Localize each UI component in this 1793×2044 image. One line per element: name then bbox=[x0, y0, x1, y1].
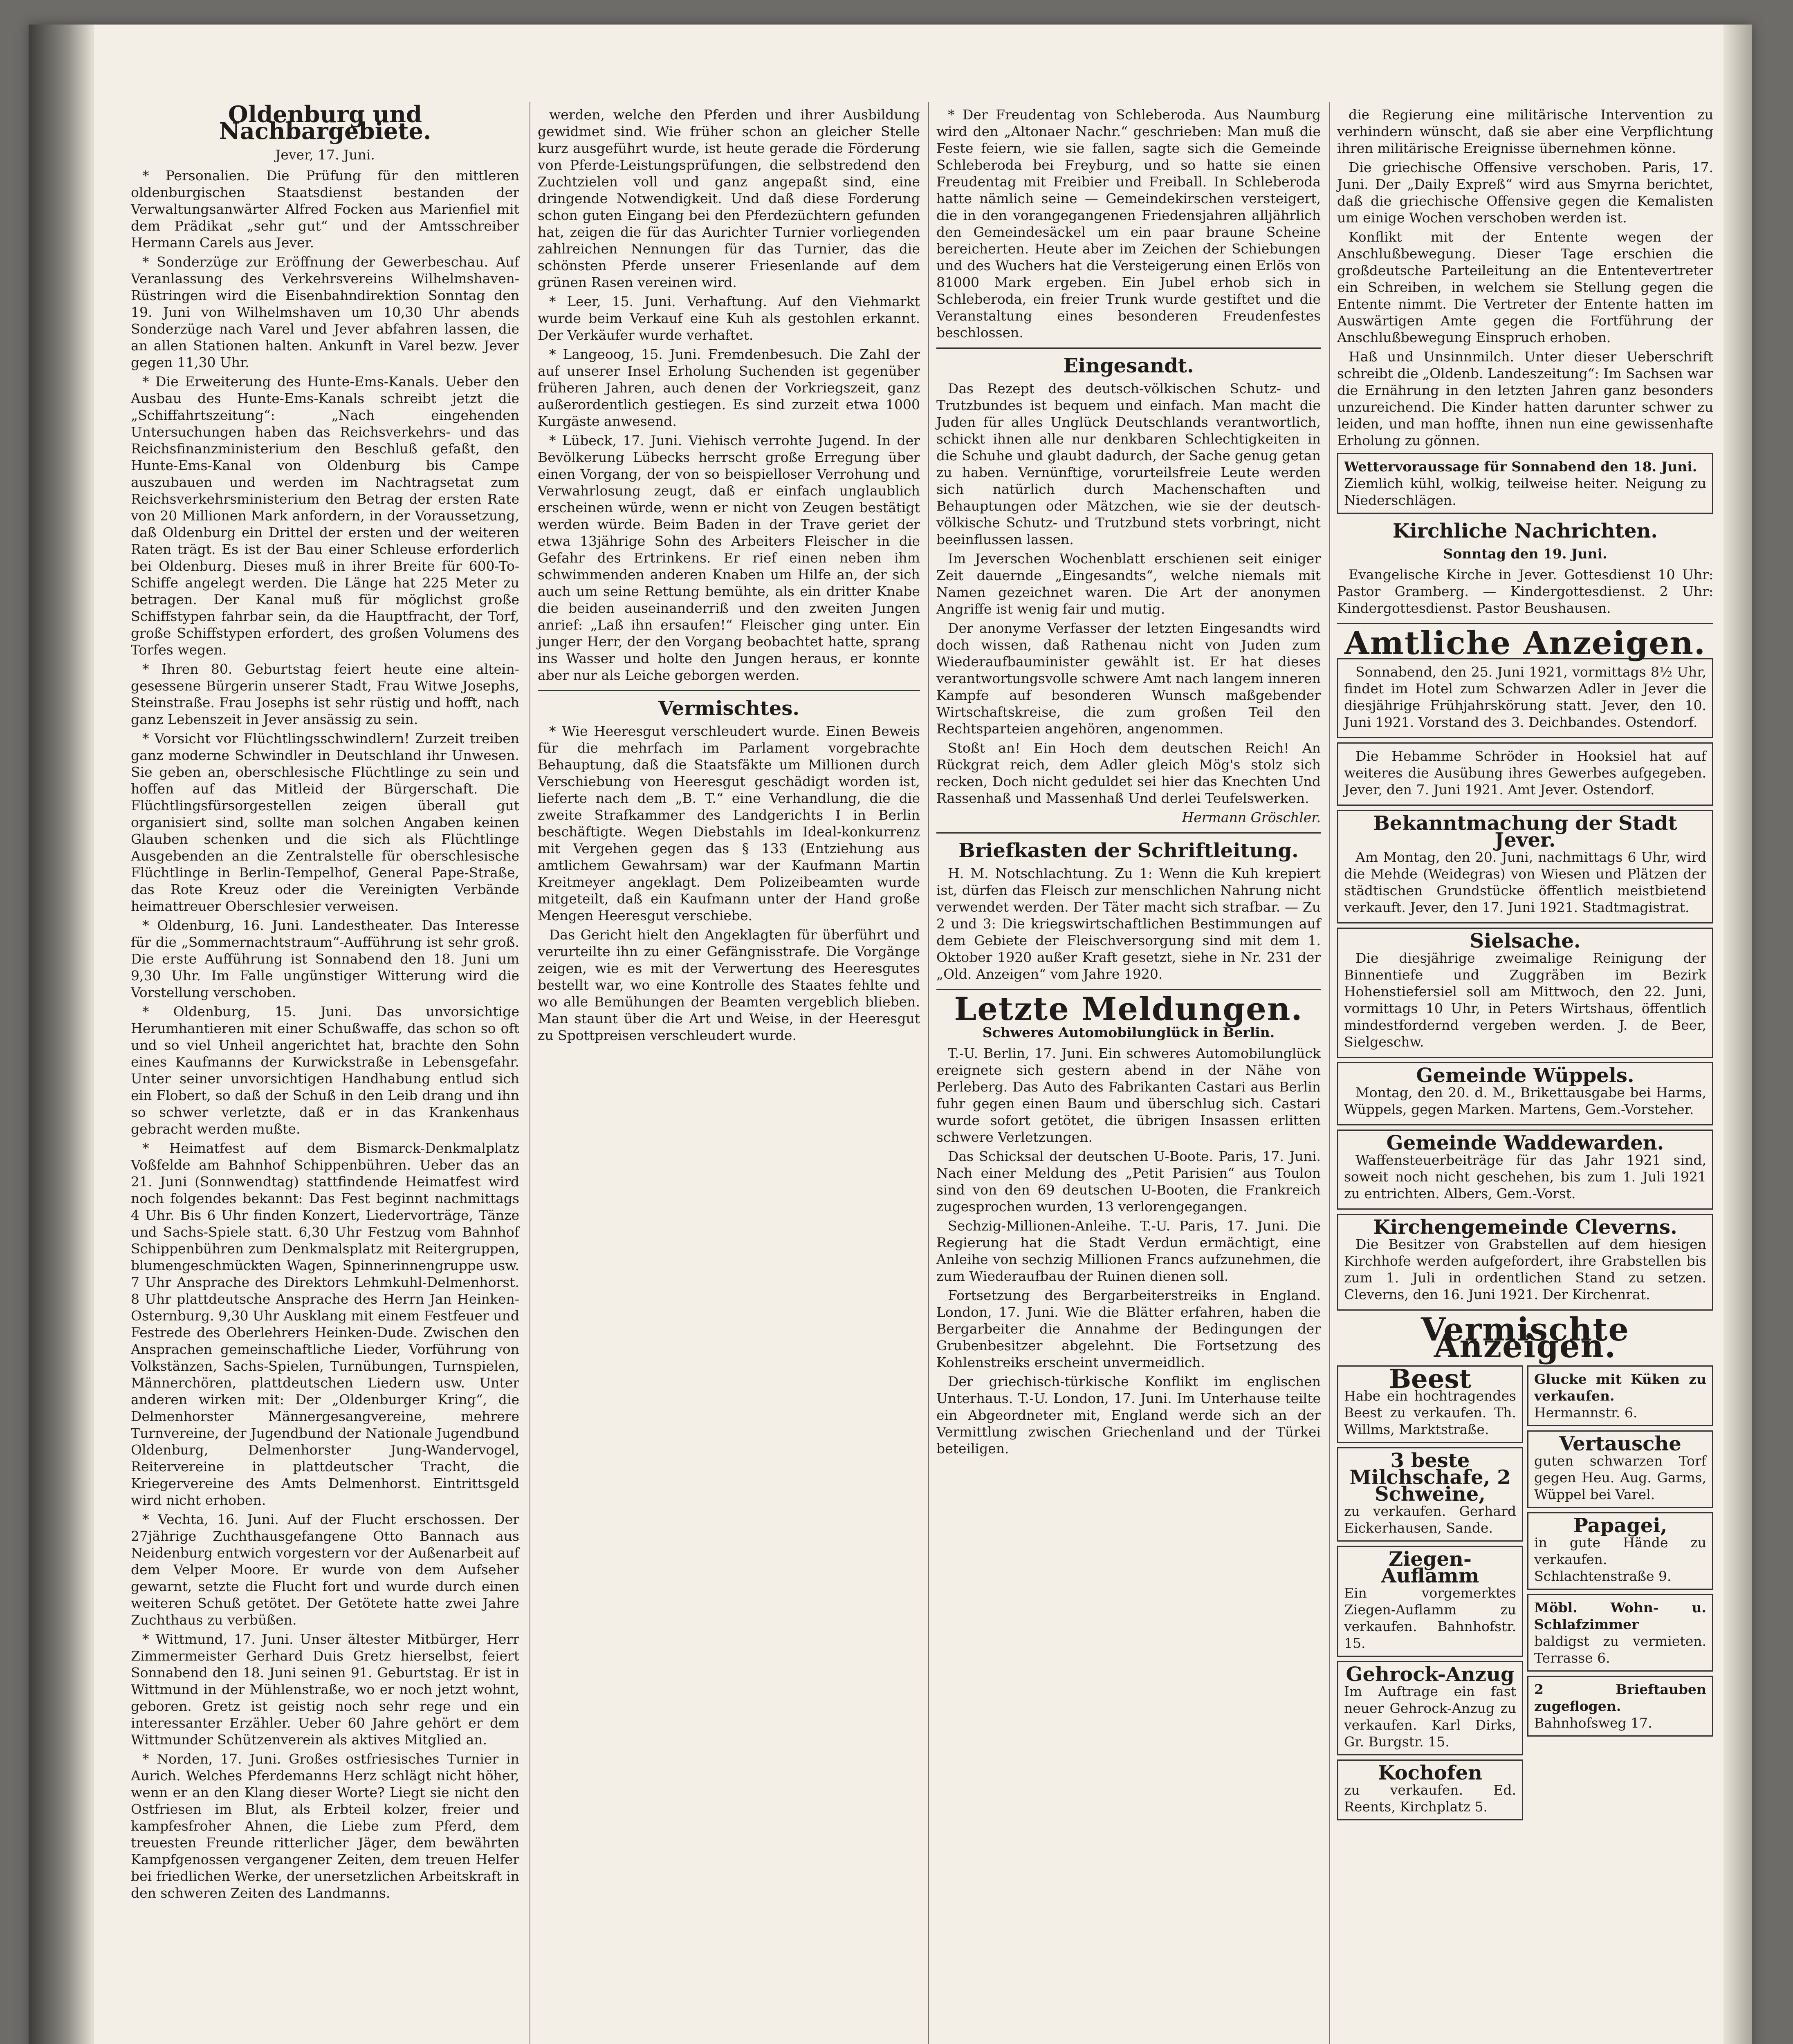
ads-left bbox=[1337, 1361, 1523, 1824]
ad-text: Im Auftrage ein fast neuer Gehrock-Anzug zu verkaufen. Karl Dirks, Gr. Burgstr. 15. bbox=[1344, 1683, 1516, 1750]
ad-head: Vertausche bbox=[1559, 1432, 1681, 1455]
article-paragraph: Konflikt mit der Entente wegen der Anschlußbewegung. Dieser Tage erschien die großdeutsche Parteileitung an die Ententevertreter ein Schreiben, in welchem sie Stellung gegen die Entente nimmt. Die Vertreter der Entente hatten im Auswärtigen Amte gegen die Fortführung der Anschlußbewegung Einspruch erhoben. bbox=[1337, 229, 1713, 345]
notice-title: Gemeinde Wüppels. bbox=[1416, 1064, 1634, 1087]
article-paragraph: T.-U. Berlin, 17. Juni. Ein schweres Automobilunglück ereignete sich gestern abend in der Nähe von Perleberg. Das Auto des Fabrikanten Castari aus Berlin fuhr gegen einen Baum und überschlug sich. Castari wurde sofort getötet, die übrigen Insassen erlitten schwere Verletzungen. bbox=[936, 1045, 1321, 1145]
notice-box bbox=[1337, 1062, 1713, 1125]
vermischtes-title: Vermischtes. bbox=[658, 697, 800, 720]
classified-ad bbox=[1337, 1759, 1523, 1820]
ad-text: Habe ein hochtragendes Beest zu verkaufen. Th. Willms, Marktstraße. bbox=[1344, 1388, 1516, 1437]
divider bbox=[936, 989, 1321, 990]
ad-text: baldigst zu vermieten. Terrasse 6. bbox=[1534, 1633, 1706, 1666]
ad-head: Gehrock-Anzug bbox=[1346, 1663, 1515, 1686]
classified-ad bbox=[1337, 1447, 1523, 1542]
article-paragraph: * Der Freudentag von Schleberoda. Aus Naumburg wird den „Altonaer Nachr.“ geschrieben: Man muß die Feste feiern, wie sie fallen, sagte sich die Gemeinde Schleberoda bei Freyburg, und so hatte sie einen Freudentag mit Freibier und Freiball. In Schleberoda hatte nämlich seine — Gemeindekirschen versteigert, die in den vorangegangenen Friedensjahren alljährlich den Gemeindesäckel um ein paar braune Scheine bereicherten. Heute aber im Zeichen der Schiebungen und des Wuchers hat die Versteigerung einen Erlös von 81000 Mark ergeben. Ein Jubel erhob sich in Schleberoda, ein freier Trunk wurde gestiftet und die Veranstaltung eines besonderen Freudenfestes beschlossen. bbox=[936, 107, 1321, 341]
column-rule bbox=[1329, 102, 1330, 2044]
ad-text: zu verkaufen. Ed. Reents, Kirchplatz 5. bbox=[1344, 1782, 1516, 1815]
article-paragraph: * Heimatfest auf dem Bismarck-Denkmalplatz Voßfelde am Bahnhof Schippenbühren. Ueber das an 21. Juni (Sonnwendtag) stattfindende Heimatfest wird noch folgendes bekannt: Das Fest beginnt nachmittags 4 Uhr. Bis 6 Uhr finden Konzert, Liedervorträge, Tänze und Sachs-Spiele statt. 6,30 Uhr Festzug vom Bahnhof Schippenbühren zum Denkmalsplatz mit Reitergruppen, blumengeschmückten Wagen, Spinnerinnengruppe usw. 7 Uhr Ansprache des Direktors Lehmkuhl-Delmenhorst. 8 Uhr plattdeutsche Ansprache des Herrn Jan Heinken-Osternburg. 9,30 Uhr Ausklang mit einem Festfeuer und Festrede des Oberlehrers Heinken-Dude. Zwischen den Ansprachen gemeinschaftliche Lieder, Vorführung von Volkstänzen, Sachs-Spielen, Turnübungen, Turnspielen, Männerchören, plattdeutschen Liedern usw. Unter anderen wirken mit: Der „Oldenburger Kring“, die Delmenhorster Männergesangvereine, mehrere Turnvereine, der Jugendbund der Nationale Jugendbund Oldenburg, Delmenhorster Jung-Wandervogel, Reitervereine in plattdeutscher Tracht, die Kriegervereine des Amts Delmenhorst. Eintrittsgeld wird nicht erhoben. bbox=[131, 1140, 519, 1508]
weather-title: Wettervoraussage für Sonnabend den 18. Juni. bbox=[1344, 459, 1697, 475]
ad-text: in gute Hände zu verkaufen. Schlachtenstraße 9. bbox=[1534, 1535, 1706, 1584]
notice-box bbox=[1337, 810, 1713, 923]
classified-ad bbox=[1527, 1365, 1713, 1426]
article-paragraph: Im Jeverschen Wochenblatt erschienen seit einiger Zeit dauernde „Eingesandts“, welche niemals mit Namen gezeichnet waren. Die Art der anonymen Angriffe ist wenig fair und mutig. bbox=[936, 551, 1321, 617]
column-1 bbox=[131, 101, 519, 1904]
divider bbox=[538, 690, 920, 691]
section-title: Oldenburg und Nachbargebiete. bbox=[219, 101, 431, 145]
letzte-meldungen-title: Letzte Meldungen. bbox=[954, 991, 1303, 1028]
article-paragraph: * Vorsicht vor Flüchtlingsschwindlern! Zurzeit treiben ganz moderne Schwindler in Deutschland ihr Unwesen. Sie geben an, oberschlesische Flüchtlinge zu sein und hoffen auf das Mitleid der Bürgerschaft. Die Flüchtlingsfürsorgestellen zeigen überall gut organisiert sind, sollte man solchen Angaben keinen Glauben schenken und die sich als Flüchtlinge Ausgebenden an die Zentralstelle für oberschlesische Flüchtlinge in Berlin-Tempelhof, General Pape-Straße, das Rote Kreuz oder die Vereinigten Verbände heimattreuer Oberschlesier verweisen. bbox=[131, 731, 519, 914]
article-paragraph: * Wittmund, 17. Juni. Unser ältester Mitbürger, Herr Zimmermeister Gerhard Duis Gretz hierselbst, feiert Sonnabend den 18. Juni seinen 91. Geburtstag. Er ist in Wittmund in der Mühlenstraße, wo er noch jetzt wohnt, geboren. Gretz ist geistig noch sehr rege und ein interessanter Erzähler. Ueber 60 Jahre gehört er dem Wittmunder Schützenverein als aktives Mitglied an. bbox=[131, 1631, 519, 1748]
ad-text: zu verkaufen. Gerhard Eickerhausen, Sande. bbox=[1344, 1503, 1516, 1536]
notice-text: Die diesjährige zweimalige Reinigung der Binnentiefe und Zuggräben im Bezirk Hohenstiefersiel soll am Mittwoch, den 22. Juni, vormittags 10 Uhr, in Peters Wirtshaus, öffentlich mindestfordernd vergeben werden. J. de Beer, Sielgeschw. bbox=[1344, 950, 1706, 1050]
vermischte-anzeigen-title: Vermischte Anzeigen. bbox=[1420, 1311, 1629, 1365]
column-2 bbox=[538, 106, 920, 1046]
classified-ad bbox=[1527, 1430, 1713, 1508]
article-paragraph: Das Gericht hielt den Angeklagten für überführt und verurteilte ihn zu einer Gefängnisstrafe. Die Vorgänge zeigen, wie es mit der Verwertung des Heeresgutes bestellt war, wo eine Kontrolle des Staates fehlte und wo alle Bemühungen der Beamten vergeblich blieben. Man staunt über die Art und Weise, in der Heeresgut zu Spottpreisen verschleudert wurde. bbox=[538, 927, 920, 1043]
notice-box bbox=[1337, 1214, 1713, 1311]
article-paragraph: * Sonderzüge zur Eröffnung der Gewerbeschau. Auf Veranlassung des Verkehrsvereins Wilhelmshaven-Rüstringen wird die Eisenbahndirektion Sonntag den 19. Juni von Wilhelmshaven um 10,30 Uhr abends Sonderzüge nach Varel und Jever abfahren lassen, die an allen Stationen halten. Ankunft in Varel bezw. Jever gegen 11,30 Uhr. bbox=[131, 254, 519, 370]
notice-title: Gemeinde Waddewarden. bbox=[1386, 1132, 1664, 1154]
ad-head: Beest bbox=[1389, 1364, 1472, 1394]
notice-text: Sonnabend, den 25. Juni 1921, vormittags 8½ Uhr, findet im Hotel zum Schwarzen Adler in Jever die diesjährige Frühjahrskörung statt. Jever, den 10. Juni 1921. Vorstand des 3. Deichbandes. Ostendorf. bbox=[1344, 664, 1706, 730]
briefkasten-title: Briefkasten der Schriftleitung. bbox=[958, 839, 1299, 862]
classified-ad bbox=[1527, 1512, 1713, 1590]
article-paragraph: H. M. Notschlachtung. Zu 1: Wenn die Kuh krepiert ist, dürfen das Fleisch zur menschlichen Nahrung nicht verwendet werden. Der Täter macht sich strafbar. — Zu 2 und 3: Die kriegswirtschaftlichen Bestimmungen auf dem Gebiete der Fleischversorgung sind mit dem 1. Oktober 1920 außer Kraft gesetzt, siehe in Nr. 231 der „Old. Anzeigen“ vom Jahre 1920. bbox=[936, 865, 1321, 982]
notice-title: Kirchengemeinde Cleverns. bbox=[1373, 1216, 1677, 1239]
ad-text: Bahnhofsweg 17. bbox=[1534, 1715, 1652, 1731]
notice-box bbox=[1337, 742, 1713, 806]
page-edge bbox=[1723, 25, 1752, 2044]
article-paragraph: * Oldenburg, 16. Juni. Landestheater. Das Interesse für die „Sommernachtstraum“-Aufführung ist sehr groß. Die erste Aufführung ist Sonnabend den 18. Juni um 9,30 Uhr. Im Falle ungünstiger Witterung wird die Vorstellung verschoben. bbox=[131, 917, 519, 1000]
book-binding bbox=[29, 25, 94, 2044]
article-paragraph: die Regierung eine militärische Intervention zu verhindern wünscht, daß sie aber eine Verpflichtung ihren militärische Ereignisse übernehmen könne. bbox=[1337, 107, 1713, 156]
ad-text: Hermannstr. 6. bbox=[1534, 1405, 1638, 1421]
article-paragraph: Der anonyme Verfasser der letzten Eingesandts wird doch wissen, daß Rathenau nicht von Juden zum Wiederaufbauminister gewählt ist. Er hat dieses verantwortungsvolle schwere Amt nach langem inneren Kampfe auf besonderen Wunsch maßgebender Wirtschaftskreise, die zum großen Teil den Rechtsparteien angehören, angenommen. bbox=[936, 620, 1321, 737]
amtliche-title: Amtliche Anzeigen. bbox=[1344, 625, 1706, 662]
ad-head: Ziegen-Auflamm bbox=[1381, 1548, 1479, 1587]
classified-ad bbox=[1337, 1365, 1523, 1443]
notice-box bbox=[1337, 658, 1713, 738]
article-paragraph: * Norden, 17. Juni. Großes ostfriesisches Turnier in Aurich. Welches Pferdemanns Herz schlägt nicht höher, wenn er an den Klang dieser Worte? Liegt sie nicht den Ostfriesen im Blut, als Erbteil kolzer, freier und kampfesfroher Ahnen, die Liebe zum Pferd, dem treuesten Freunde ritterlicher Jäger, dem bewährten Kampfgenossen vergangener Zeiten, dem treuen Helfer bei friedlichen Werke, der unersetzlichen Arbeitskraft in den schweren Zeiten des Landmanns. bbox=[131, 1751, 519, 1901]
signature: Hermann Gröschler. bbox=[1182, 809, 1321, 825]
classified-ad bbox=[1527, 1676, 1713, 1737]
article-paragraph: Das Schicksal der deutschen U-Boote. Paris, 17. Juni. Nach einer Meldung des „Petit Parisien“ aus Toulon sind von den 69 deutschen U-Booten, die Frankreich zugesprochen wurden, 13 verlorengegangen. bbox=[936, 1148, 1321, 1215]
notice-text: Die Besitzer von Grabstellen auf dem hiesigen Kirchhofe werden aufgefordert, ihre Grabstellen bis zum 1. Juli in ordentlichen Stand zu setzen. Cleverns, den 16. Juni 1921. Der Kirchenrat. bbox=[1344, 1236, 1706, 1302]
ad-head: 3 beste Milchschafe, 2 Schweine, bbox=[1349, 1449, 1511, 1506]
classified-ad bbox=[1337, 1661, 1523, 1755]
divider bbox=[1337, 623, 1713, 624]
notice-text: Am Montag, den 20. Juni, nachmittags 6 Uhr, wird die Mehde (Weidegras) von Wiesen und Plätzen der städtischen Grundstücke öffentlich meistbietend verkauft. Jever, den 17. Juni 1921. Stadtmagistrat. bbox=[1344, 849, 1706, 915]
kirche-text: Evangelische Kirche in Jever. Gottesdienst 10 Uhr: Pastor Gramberg. — Kindergottesdienst. 2 Uhr: Kindergottesdienst. Pastor Beushausen. bbox=[1337, 567, 1713, 616]
article-paragraph: * Langeoog, 15. Juni. Fremdenbesuch. Die Zahl der auf unserer Insel Erholung Suchenden ist gegenüber früheren Jahren, auch denen der Vorkriegszeit, ganz außerordentlich gestiegen. Es sind zurzeit etwa 1000 Kurgäste anwesend. bbox=[538, 346, 920, 429]
notice-box bbox=[1337, 928, 1713, 1058]
article-paragraph: * Personalien. Die Prüfung für den mittleren oldenburgischen Staatsdienst bestanden der Verwaltungsanwärter Alfred Focken aus Marienfiel mit dem Prädikat „sehr gut“ und der Amtsschreiber Hermann Carels aus Jever. bbox=[131, 168, 519, 251]
ad-head: 2 Brieftauben zugeflogen. bbox=[1534, 1681, 1706, 1714]
classified-ad bbox=[1527, 1594, 1713, 1672]
dateline: Jever, 17. Juni. bbox=[275, 147, 375, 163]
ad-head: Glucke mit Küken zu verkaufen. bbox=[1534, 1371, 1706, 1404]
eingesandt-title: Eingesandt. bbox=[1063, 354, 1194, 377]
article-paragraph: Haß und Unsinnmilch. Unter dieser Ueberschrift schreibt die „Oldenb. Landeszeitung“: Im Sachsen war die Ernährung in den letzten Jahren ganz besonders unzureichend. Die Kinder hatten darunter schwer zu leiden, und man hoffte, ihnen nun eine gewissenhafte Erholung zu gönnen. bbox=[1337, 349, 1713, 448]
ad-head: Möbl. Wohn- u. Schlafzimmer bbox=[1534, 1600, 1706, 1632]
newspaper-page bbox=[29, 25, 1752, 2044]
classified-ads bbox=[1337, 1361, 1713, 1824]
ads-right bbox=[1527, 1361, 1713, 1824]
article-paragraph: * Lübeck, 17. Juni. Viehisch verrohte Jugend. In der Bevölkerung Lübecks herrscht große Erregung über einen Vorgang, der von so beispielloser Verrohung und Verwahrlosung zeugt, daß er einfach unglaublich erscheinen würde, wenn er nicht von Zeugen bestätigt werden würde. Beim Baden in der Trave geriet der etwa 13jährige Sohn des Arbeiters Fleischer in die Gefahr des Ertrinkens. Er rief einen neben ihm schwimmenden anderen Knaben um Hilfe an, der sich auch um seine Rettung bemühte, als ein dritter Knabe die beiden auseinanderriß und den zweiten Jungen anrief: „Laß ihn ersaufen!“ Fleischer ging unter. Ein junger Herr, der den Vorgang beobachtet hatte, sprang ins Wasser und holte den Jungen heraus, er konnte aber nur als Leiche geborgen werden. bbox=[538, 433, 920, 683]
divider bbox=[936, 832, 1321, 834]
kirche-date: Sonntag den 19. Juni. bbox=[1443, 546, 1607, 562]
notice-box bbox=[1337, 1130, 1713, 1210]
notice-title: Sielsache. bbox=[1470, 930, 1581, 953]
column-3 bbox=[936, 106, 1321, 1459]
kirche-title: Kirchliche Nachrichten. bbox=[1392, 520, 1658, 542]
article-paragraph: Die griechische Offensive verschoben. Paris, 17. Juni. Der „Daily Expreß“ wird aus Smyrna berichtet, daß die griechische Offensive gegen die Kemalisten um einige Wochen verschoben werden ist. bbox=[1337, 159, 1713, 226]
notice-text: Montag, den 20. d. M., Brikettausgabe bei Harms, Wüppels, gegen Marken. Martens, Gem.-Vorsteher. bbox=[1344, 1085, 1706, 1117]
ad-text: guten schwarzen Torf gegen Heu. Aug. Garms, Wüppel bei Varel. bbox=[1534, 1453, 1706, 1502]
article-paragraph: * Vechta, 16. Juni. Auf der Flucht erschossen. Der 27jährige Zuchthausgefangene Otto Bannach aus Neidenburg entwich vorgestern vor der Außenarbeit auf dem Velper Moore. Er wurde von dem Aufseher gewarnt, setzte die Flucht fort und wurde durch einen weiteren Schuß getötet. Der Getötete hatte zwei Jahre Zuchthaus zu verbüßen. bbox=[131, 1511, 519, 1628]
article-paragraph: werden, welche den Pferden und ihrer Ausbildung gewidmet sind. Wie früher schon an gleicher Stelle kurz ausgeführt wurde, ist heute gerade die Förderung von Pferde-Leistungsprüfungen, die selbstredend den Zuchtzielen voll und ganz angepaßt sind, eine dringende Notwendigkeit. Und daß diese Forderung schon guten Eingang bei den Pferdezüchtern gefunden hat, zeigen die für das Aurichter Turnier vorliegenden zahlreichen Nennungen für das Turnier, das die schönsten Pferde unserer Friesenlande auf dem grünen Rasen vereinen wird. bbox=[538, 107, 920, 290]
article-paragraph: Sechzig-Millionen-Anleihe. T.-U. Paris, 17. Juni. Die Regierung hat die Stadt Verdun ermächtigt, eine Anleihe von sechzig Millionen Francs aufzunehmen, die zum Wiederaufbau der Ruinen dienen soll. bbox=[936, 1218, 1321, 1284]
article-paragraph: Das Rezept des deutsch-völkischen Schutz- und Trutzbundes ist bequem und einfach. Man macht die Juden für alles Unglück Deutschlands verantwortlich, schickt ihnen alle nur denkbaren Schlechtigkeiten in die Schuhe und glaubt dadurch, der Sache genug getan zu haben. Vernünftige, vorurteilsfreie Leute werden sich natürlich durch Machenschaften und Behauptungen oder Mätzchen, wie sie der deutsch-völkische Schutz- und Trutzbund stets vorbringt, nicht beeinflussen lassen. bbox=[936, 381, 1321, 547]
article-paragraph: Fortsetzung des Bergarbeiterstreiks in England. London, 17. Juni. Wie die Blätter erfahren, haben die Bergarbeiter die Annahme der Bedingungen der Grubenbesitzer abgelehnt. Die Fortsetzung des Kohlenstreiks erscheint unvermeidlich. bbox=[936, 1287, 1321, 1370]
divider bbox=[936, 347, 1321, 349]
ad-text: Ein vorgemerktes Ziegen-Auflamm zu verkaufen. Bahnhofstr. 15. bbox=[1344, 1585, 1516, 1651]
ad-head: Papagei, bbox=[1573, 1514, 1667, 1537]
poem: Stoßt an! Ein Hoch dem deutschen Reich! An Rückgrat reich, dem Adler gleich Mög's stolz sich recken, Doch nicht geduldet sei hier das Knechten Und Rassenhaß und Massenhaß Und derlei Teufelswerken. bbox=[936, 740, 1321, 806]
subheading: Schweres Automobilunglück in Berlin. bbox=[982, 1024, 1275, 1040]
weather-box bbox=[1337, 453, 1713, 514]
article-paragraph: * Die Erweiterung des Hunte-Ems-Kanals. Ueber den Ausbau des Hunte-Ems-Kanals schreibt jetzt die „Schiffahrtszeitung“: „Nach eingehenden Untersuchungen haben das Reichsverkehrs- und das Reichsfinanzministerium den Beschluß gefaßt, den Hunte-Ems-Kanal von Oldenburg bis Campe auszubauen und werden im Nachtragsetat zum Reichsverkehrsministerium den Betrag der ersten Rate von 20 Millionen Mark anfordern, in der Voraussetzung, daß Oldenburg ein Drittel der ersten und der weiteren Raten trägt. Es ist der Bau einer Schleuse erforderlich bei Oldenburg. Dieses muß in ihrer Breite für 600-To-Schiffe angelegt werden. Die Länge hat 225 Meter zu betragen. Der Kanal muß für möglichst große Schiffstypen fahrbar sein, da die Hauptfracht, der Torf, große Schiffstypen erfordert, des großen Volumens des Torfes wegen. bbox=[131, 374, 519, 658]
classified-ad bbox=[1337, 1546, 1523, 1657]
notice-text: Die Hebamme Schröder in Hooksiel hat auf weiteres die Ausübung ihres Gewerbes aufgegeben. Jever, den 7. Juni 1921. Amt Jever. Ostendorf. bbox=[1344, 748, 1706, 798]
ad-head: Kochofen bbox=[1378, 1762, 1482, 1784]
article-paragraph: * Ihren 80. Geburtstag feiert heute eine altein-gesessene Bürgerin unserer Stadt, Frau Witwe Josephs, Steinstraße. Frau Josephs ist sehr rüstig und hofft, nach ganz Lebenszeit in Jever ansässig zu sein. bbox=[131, 661, 519, 727]
column-rule bbox=[928, 102, 929, 2044]
column-4 bbox=[1337, 106, 1713, 1824]
article-paragraph: * Leer, 15. Juni. Verhaftung. Auf den Viehmarkt wurde beim Verkauf eine Kuh als gestohlen erkannt. Der Verkäufer wurde verhaftet. bbox=[538, 294, 920, 343]
article-paragraph: Der griechisch-türkische Konflikt im englischen Unterhaus. T.-U. London, 17. Juni. Im Unterhause teilte ein Abgeordneter mit, England werde sich an der Vermittlung zwischen Griechenland und der Türkei beteiligen. bbox=[936, 1374, 1321, 1457]
notice-title: Bekanntmachung der Stadt Jever. bbox=[1373, 812, 1677, 852]
article-paragraph: * Oldenburg, 15. Juni. Das unvorsichtige Herumhantieren mit einer Schußwaffe, das schon so oft und so viel Unheil angerichtet hat, brachte den Sohn eines Kaufmanns der Kurwickstraße in Lebensgefahr. Unter seiner unvorsichtigen Handhabung entlud sich ein Flobert, so daß der Schuß in den Leib drang und ihn so schwer verletzte, daß er in das Krankenhaus gebracht werden mußte. bbox=[131, 1004, 519, 1137]
notice-text: Waffensteuerbeiträge für das Jahr 1921 sind, soweit noch nicht geschehen, bis zum 1. Juli 1921 zu entrichten. Albers, Gem.-Vorst. bbox=[1344, 1152, 1706, 1201]
weather-text: Ziemlich kühl, wolkig, teilweise heiter. Neigung zu Niederschlägen. bbox=[1344, 475, 1706, 508]
article-paragraph: * Wie Heeresgut verschleudert wurde. Einen Beweis für die mehrfach im Parlament vorgebrachte Behauptung, daß die Staatsfäkte um Millionen durch Verschiebung von Heeresgut geschädigt worden ist, lieferte nach dem „B. T.“ eine Verhandlung, die die zweite Strafkammer des Landgerichts I in Berlin beschäftigte. Wegen Diebstahls im Ideal-konkurrenz mit Vergehen gegen das § 133 (Entziehung aus amtlichem Gewahrsam) war der Kaufmann Martin Kreitmeyer angeklagt. Dem Polizeibeamten wurde mitgeteilt, daß ein Kaufmann unter der Hand große Mengen Heeresgut verschiebe. bbox=[538, 723, 920, 923]
